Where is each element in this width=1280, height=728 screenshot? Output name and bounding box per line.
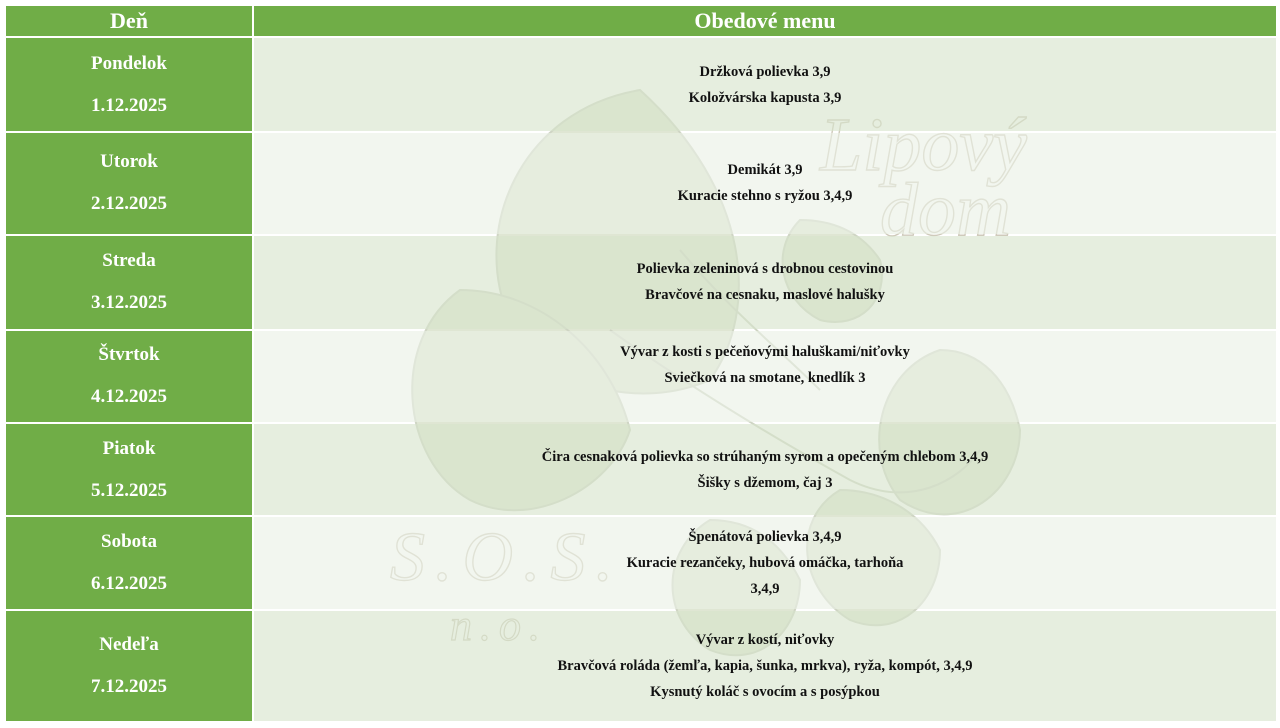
day-row-tuesday — [6, 133, 1276, 233]
day-date: 7.12.2025 — [91, 675, 167, 697]
day-cell — [6, 517, 254, 608]
dish: Čira cesnaková polievka so strúhaným syrom a opečeným chlebom 3,4,9 — [541, 448, 989, 465]
header-row — [6, 6, 1276, 36]
day-name: Utorok — [100, 151, 158, 173]
day-date: 4.12.2025 — [91, 386, 167, 408]
day-row-wednesday — [6, 236, 1276, 329]
dish: Bravčové na cesnaku, maslové halušky — [645, 287, 885, 304]
day-cell — [6, 611, 254, 721]
menu-cell — [254, 38, 1276, 131]
day-name: Štvrtok — [98, 344, 160, 366]
day-row-thursday — [6, 331, 1276, 422]
dish: Koložvárska kapusta 3,9 — [688, 89, 842, 106]
dish: Kysnutý koláč s ovocím a s posýpkou — [650, 683, 880, 700]
dish: Špenátová polievka 3,4,9 — [688, 528, 842, 545]
day-row-saturday — [6, 517, 1276, 608]
menu-cell — [254, 611, 1276, 721]
dish: Šišky s džemom, čaj 3 — [697, 474, 833, 491]
dish: Sviečková na smotane, knedlík 3 — [664, 369, 866, 386]
day-row-friday — [6, 424, 1276, 515]
day-name: Piatok — [102, 437, 156, 459]
day-date: 1.12.2025 — [91, 94, 167, 116]
day-column-header: Deň — [6, 6, 254, 36]
menu-cell — [254, 331, 1276, 422]
day-date: 3.12.2025 — [91, 292, 167, 314]
dish: Kuracie stehno s ryžou 3,4,9 — [677, 188, 853, 205]
day-date: 6.12.2025 — [91, 572, 167, 594]
menu-cell — [254, 133, 1276, 233]
dish: Polievka zeleninová s drobnou cestovinou — [636, 261, 894, 278]
day-date: 2.12.2025 — [91, 193, 167, 215]
dish: Demikát 3,9 — [727, 162, 803, 179]
lunch-menu-table — [6, 4, 1276, 723]
day-date: 5.12.2025 — [91, 479, 167, 501]
day-name: Nedeľa — [99, 633, 159, 655]
menu-column-header: Obedové menu — [254, 6, 1276, 36]
day-row-sunday — [6, 611, 1276, 721]
day-cell — [6, 133, 254, 233]
day-cell — [6, 424, 254, 515]
day-cell — [6, 331, 254, 422]
day-name: Sobota — [101, 530, 157, 552]
dish: Držková polievka 3,9 — [699, 63, 831, 80]
menu-cell — [254, 517, 1276, 608]
menu-cell — [254, 236, 1276, 329]
dish: Kuracie rezančeky, hubová omáčka, tarhoňa — [626, 554, 904, 571]
day-cell — [6, 236, 254, 329]
day-name: Pondelok — [90, 52, 168, 74]
menu-cell — [254, 424, 1276, 515]
day-cell — [6, 38, 254, 131]
day-row-monday — [6, 38, 1276, 131]
dish: 3,4,9 — [750, 580, 780, 597]
day-name: Streda — [102, 250, 156, 272]
dish: Bravčová roláda (žemľa, kapia, šunka, mrkva), ryža, kompót, 3,4,9 — [557, 657, 973, 674]
dish: Vývar z kostí, niťovky — [695, 631, 835, 648]
dish: Vývar z kosti s pečeňovými haluškami/niťovky — [620, 343, 910, 360]
